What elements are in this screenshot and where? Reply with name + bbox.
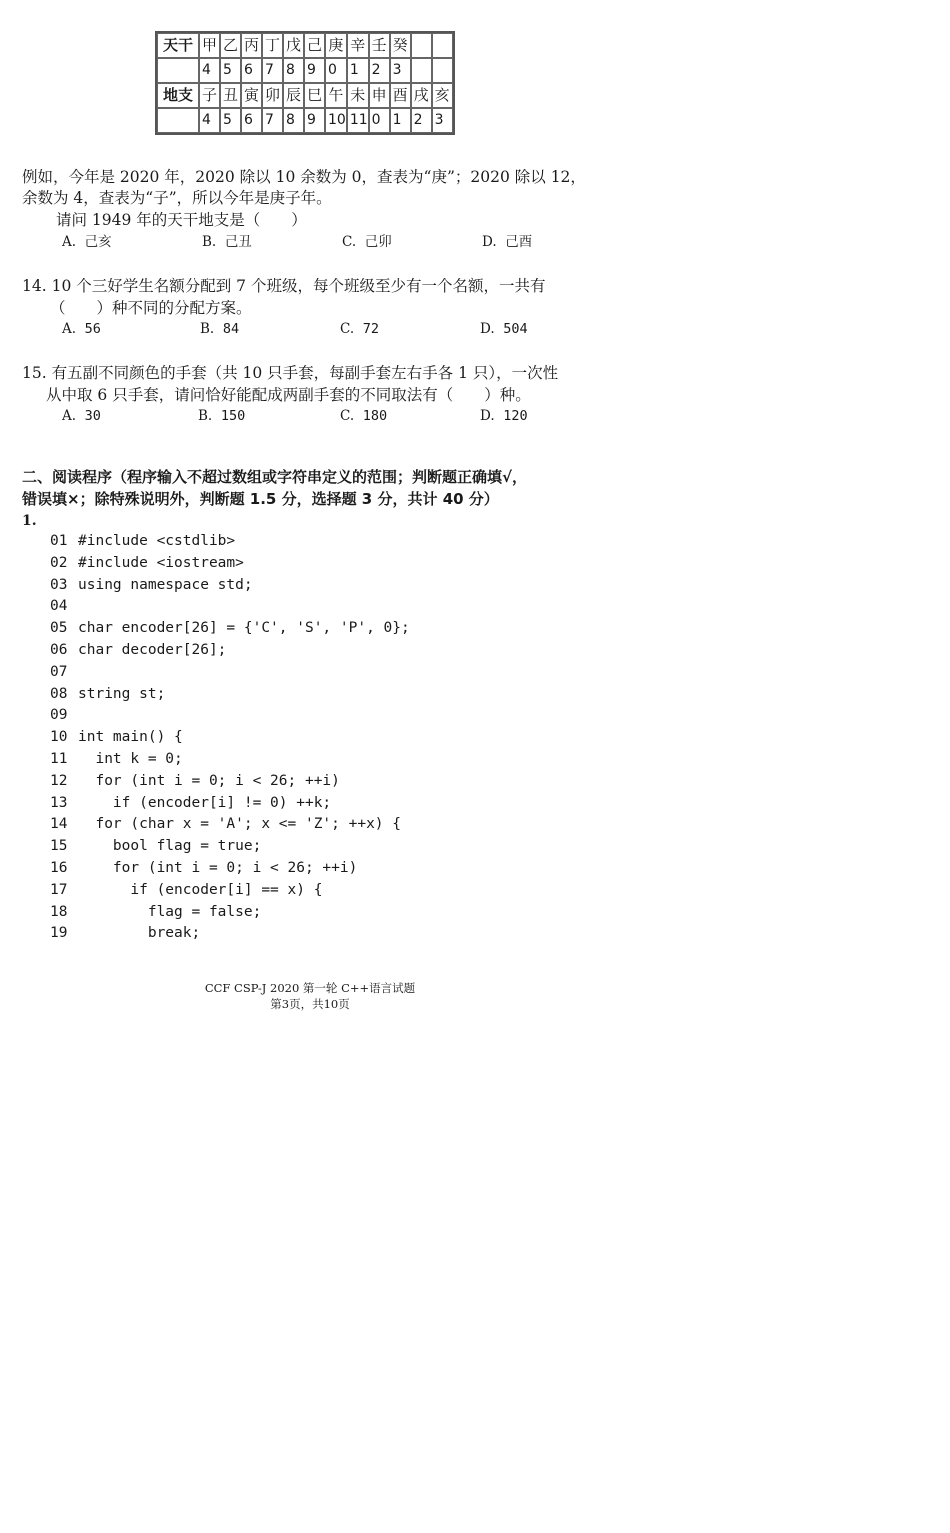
option-text: 120 [503, 408, 528, 424]
table-cell: 亥 [432, 83, 453, 108]
table-cell: 8 [283, 108, 304, 133]
table-cell: 巳 [304, 83, 325, 108]
table-cell: 5 [220, 108, 241, 133]
code-text: for (int i = 0; i < 26; ++i) [78, 859, 358, 876]
q15-line1: 15. 有五副不同颜色的手套（共 10 只手套，每副手套左右手各 1 只），一次性 [22, 364, 559, 382]
line-number: 02 [50, 554, 68, 571]
q15-line2: 从中取 6 只手套，请问恰好能配成两副手套的不同取法有（ ）种。 [46, 386, 531, 404]
option-text: 30 [84, 408, 101, 424]
dizhi-row [157, 83, 453, 108]
code-text: string st; [78, 685, 166, 702]
q14-line2: （ ）种不同的分配方案。 [50, 299, 252, 317]
q13-question: 请问 1949 年的天干地支是（ ） [56, 211, 307, 229]
code-line [50, 771, 410, 793]
code-line [50, 814, 410, 836]
line-number: 07 [50, 663, 68, 680]
option-text: 72 [362, 321, 379, 337]
code-text: flag = false; [78, 903, 262, 920]
code-line [50, 858, 410, 880]
section2-heading-line2: 错误填×；除特殊说明外，判断题 1.5 分，选择题 3 分，共计 40 分） [22, 490, 499, 508]
code-line [50, 880, 410, 902]
line-number: 19 [50, 925, 68, 942]
line-number: 15 [50, 838, 68, 855]
option-c [340, 320, 379, 338]
option-text: 己亥 [84, 234, 112, 250]
option-text: 己酉 [505, 234, 533, 250]
table-cell [411, 33, 432, 58]
code-line [50, 749, 410, 771]
table-cell: 1 [390, 108, 411, 133]
table-cell: 9 [304, 108, 325, 133]
line-number: 04 [50, 598, 68, 615]
table-cell: 己 [304, 33, 325, 58]
code-text: if (encoder[i] == x) { [78, 881, 323, 898]
table-cell [432, 58, 453, 83]
code-line [50, 705, 410, 727]
line-number: 13 [50, 794, 68, 811]
line-number: 01 [50, 533, 68, 549]
code-text: using namespace std; [78, 576, 253, 593]
code-line [50, 662, 410, 684]
option-a [62, 320, 101, 338]
line-number: 09 [50, 707, 68, 724]
table-cell: 壬 [369, 33, 390, 58]
tiangan-header: 天干 [157, 33, 199, 58]
table-cell: 戊 [283, 33, 304, 58]
table-cell: 庚 [325, 33, 347, 58]
line-number: 11 [50, 750, 68, 767]
option-key: A. [62, 321, 77, 337]
code-line [50, 836, 410, 858]
table-cell: 卯 [262, 83, 283, 108]
code-line [50, 596, 410, 618]
code-text: int k = 0; [78, 750, 183, 767]
table-cell: 6 [241, 108, 262, 133]
option-key: C. [342, 234, 357, 250]
option-text: 己丑 [224, 234, 252, 250]
table-cell: 乙 [220, 33, 241, 58]
table-cell [432, 33, 453, 58]
code-text: char decoder[26]; [78, 641, 227, 658]
table-cell: 3 [390, 58, 411, 83]
table-cell: 子 [199, 83, 220, 108]
code-text: int main() { [78, 729, 183, 746]
line-number: 05 [50, 620, 68, 637]
problem-number: 1. [22, 513, 37, 529]
option-c [340, 407, 387, 425]
option-key: A. [62, 408, 77, 424]
code-text: for (int i = 0; i < 26; ++i) [78, 772, 340, 789]
table-cell: 0 [369, 108, 390, 133]
section2-heading-line1: 二、阅读程序（程序输入不超过数组或字符串定义的范围；判断题正确填√， [22, 468, 528, 486]
table-cell: 4 [199, 108, 220, 133]
option-d [480, 407, 528, 425]
table-cell: 7 [262, 58, 283, 83]
line-number: 03 [50, 576, 68, 593]
option-text: 己卯 [364, 234, 392, 250]
code-line [50, 923, 410, 945]
dizhi-num-row [157, 108, 453, 133]
table-cell: 申 [369, 83, 390, 108]
tiangan-row [157, 33, 453, 58]
code-line [50, 902, 410, 924]
table-cell: 10 [325, 108, 347, 133]
option-text: 504 [503, 321, 528, 337]
option-c [342, 233, 392, 251]
q13-example-line1: 例如，今年是 2020 年，2020 除以 10 余数为 0，查表为“庚”；2020 除以 12， [22, 168, 586, 186]
table-cell: 4 [199, 58, 220, 83]
option-key: D. [480, 408, 495, 424]
table-cell: 辰 [283, 83, 304, 108]
table-cell: 2 [369, 58, 390, 83]
table-cell: 9 [304, 58, 325, 83]
code-line [50, 575, 410, 597]
table-cell: 癸 [390, 33, 411, 58]
code-line [50, 618, 410, 640]
line-number: 16 [50, 859, 68, 876]
table-cell: 辛 [347, 33, 369, 58]
footer-page: 第3页，共10页 [270, 997, 350, 1011]
option-b [198, 407, 245, 425]
option-key: D. [482, 234, 497, 250]
line-number: 06 [50, 641, 68, 658]
table-cell: 寅 [241, 83, 262, 108]
code-text: #include <iostream> [78, 554, 244, 571]
table-cell: 8 [283, 58, 304, 83]
code-line [50, 531, 410, 553]
code-listing [50, 531, 410, 945]
option-text: 56 [84, 321, 101, 337]
option-d [482, 233, 532, 251]
q14-line1: 14. 10 个三好学生名额分配到 7 个班级，每个班级至少有一个名额，一共有 [22, 277, 546, 295]
option-key: C. [340, 321, 355, 337]
line-number: 08 [50, 685, 68, 702]
table-cell-empty [157, 108, 199, 133]
table-cell: 7 [262, 108, 283, 133]
option-text: 150 [220, 408, 246, 424]
option-text: 180 [362, 408, 388, 424]
code-text: bool flag = true; [78, 838, 262, 855]
line-number: 12 [50, 772, 68, 789]
tiangan-num-row [157, 58, 453, 83]
line-number: 10 [50, 729, 68, 746]
option-key: C. [340, 408, 355, 424]
table-cell: 未 [347, 83, 369, 108]
option-key: A. [62, 234, 77, 250]
table-cell: 11 [347, 108, 369, 133]
option-key: B. [200, 321, 215, 337]
footer-title: CCF CSP-J 2020 第一轮 C++语言试题 [204, 981, 416, 995]
option-key: D. [480, 321, 495, 337]
option-d [480, 320, 528, 338]
dizhi-header: 地支 [157, 83, 199, 108]
table-cell: 午 [325, 83, 347, 108]
code-line [50, 684, 410, 706]
option-text: 84 [222, 321, 240, 337]
code-text: for (char x = 'A'; x <= 'Z'; ++x) { [78, 816, 402, 833]
code-text: #include <cstdlib> [78, 533, 236, 549]
option-b [200, 320, 239, 338]
table-cell: 酉 [390, 83, 411, 108]
table-cell: 6 [241, 58, 262, 83]
code-line [50, 553, 410, 575]
code-text: break; [78, 925, 201, 942]
code-line [50, 727, 410, 749]
table-cell: 2 [411, 108, 432, 133]
table-cell: 丁 [262, 33, 283, 58]
table-cell [411, 58, 432, 83]
code-line [50, 793, 410, 815]
option-key: B. [198, 408, 213, 424]
option-a [62, 233, 112, 251]
table-cell: 丑 [220, 83, 241, 108]
q13-example-line2: 余数为 4，查表为“子”，所以今年是庚子年。 [22, 189, 332, 207]
option-key: B. [202, 234, 217, 250]
table-cell: 1 [347, 58, 369, 83]
line-number: 14 [50, 816, 68, 833]
line-number: 18 [50, 903, 68, 920]
table-cell: 丙 [241, 33, 262, 58]
ganzhi-table [155, 31, 455, 135]
code-text: char encoder[26] = {'C', 'S', 'P', 0}; [78, 620, 410, 637]
table-cell-empty [157, 58, 199, 83]
table-cell: 5 [220, 58, 241, 83]
table-cell: 3 [432, 108, 453, 133]
line-number: 17 [50, 881, 68, 898]
table-cell: 0 [325, 58, 347, 83]
option-b [202, 233, 252, 251]
code-line [50, 640, 410, 662]
option-a [62, 407, 101, 425]
code-text: if (encoder[i] != 0) ++k; [78, 794, 332, 811]
table-cell: 甲 [199, 33, 220, 58]
table-cell: 戌 [411, 83, 432, 108]
